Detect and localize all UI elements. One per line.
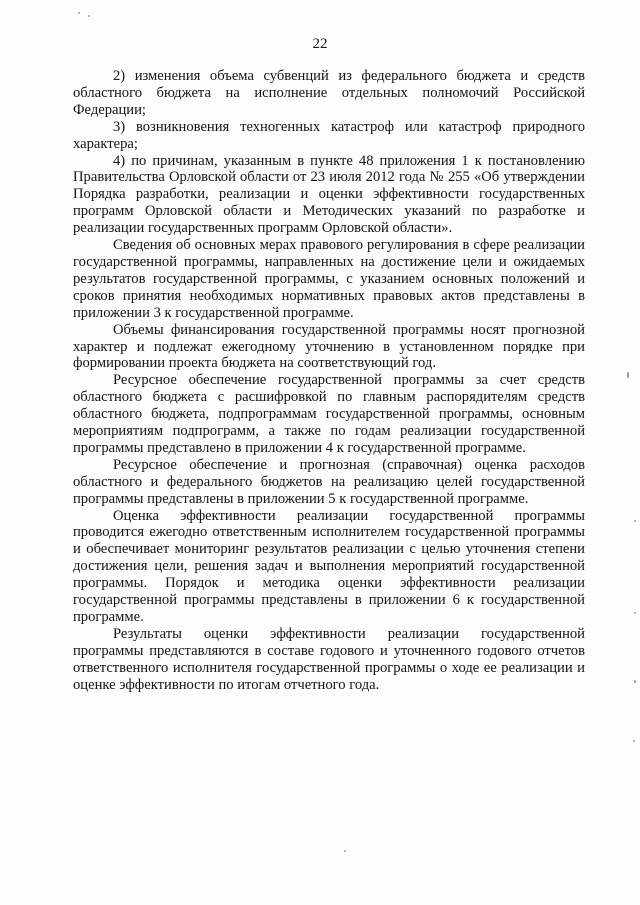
- paragraph-resource-federal: Ресурсное обеспечение и прогнозная (справочная) оценка расходов областного и федерального бюджетов на реализацию целей государственной программы представлены в приложении 5 к государственной программе.: [73, 456, 585, 507]
- scan-speck: [88, 15, 90, 17]
- scan-speck: [78, 12, 80, 14]
- paragraph-assessment-results: Результаты оценки эффективности реализации государственной программы представляются в составе годового и уточненного годового отчетов ответственного исполнителя государственной программы о ходе ее реализации и оценке эффективности по итогам отчетного года.: [73, 625, 585, 693]
- body-text: [73, 68, 585, 694]
- scan-speck: [634, 680, 636, 683]
- paragraph-catastrophes: 3) возникновения техногенных катастроф или катастроф природного характера;: [73, 118, 585, 152]
- paragraph-resource-regional: Ресурсное обеспечение государственной программы за счет средств областного бюджета с расшифровкой по главным распорядителям средств областного бюджета, подпрограммам государственной программы, основным мероприятиям подпрограмм, а также по годам реализации государственной программы представлено в приложении 4 к государственной программе.: [73, 372, 585, 456]
- paragraph-financing-volumes: Объемы финансирования государственной программы носят прогнозной характер и подлежат ежегодному уточнению в установленном порядке при формировании проекта бюджета на соответствующий год.: [73, 321, 585, 372]
- paragraph-efficiency-assessment: Оценка эффективности реализации государственной программы проводится ежегодно ответственным исполнителем государственной программы и обеспечивает мониторинг результатов реализации с целью уточнения степени достижения цели, решения задач и выполнения мероприятий государственной программы. Порядок и методика оценки эффективности реализации государственной программы представлены в приложении 6 к государственной программе.: [73, 507, 585, 625]
- paragraph-resolution-reasons: 4) по причинам, указанным в пункте 48 приложения 1 к постановлению Правительства Орловской области от 23 июля 2012 года № 255 «Об утверждении Порядка разработки, реализации и оценки эффективности государственных программ Орловской области и Методических указаний по разработке и реализации государственных программ Орловской области».: [73, 152, 585, 237]
- scan-speck: [633, 740, 635, 742]
- scan-speck: [634, 612, 636, 614]
- page-number: 22: [312, 36, 328, 52]
- paragraph-legal-regulation: Сведения об основных мерах правового регулирования в сфере реализации государственной программы, направленных на достижение цели и ожидаемых результатов государственной программы, с указанием основных положений и сроков принятия необходимых нормативных правовых актов представлены в приложении 3 к государственной программе.: [73, 237, 585, 321]
- scan-speck: [627, 372, 629, 378]
- scan-speck: [634, 520, 636, 522]
- paragraph-subventions: 2) изменения объема субвенций из федерального бюджета и средств областного бюджета на исполнение отдельных полномочий Российской Федерации;: [73, 68, 585, 118]
- scan-speck: [344, 850, 346, 852]
